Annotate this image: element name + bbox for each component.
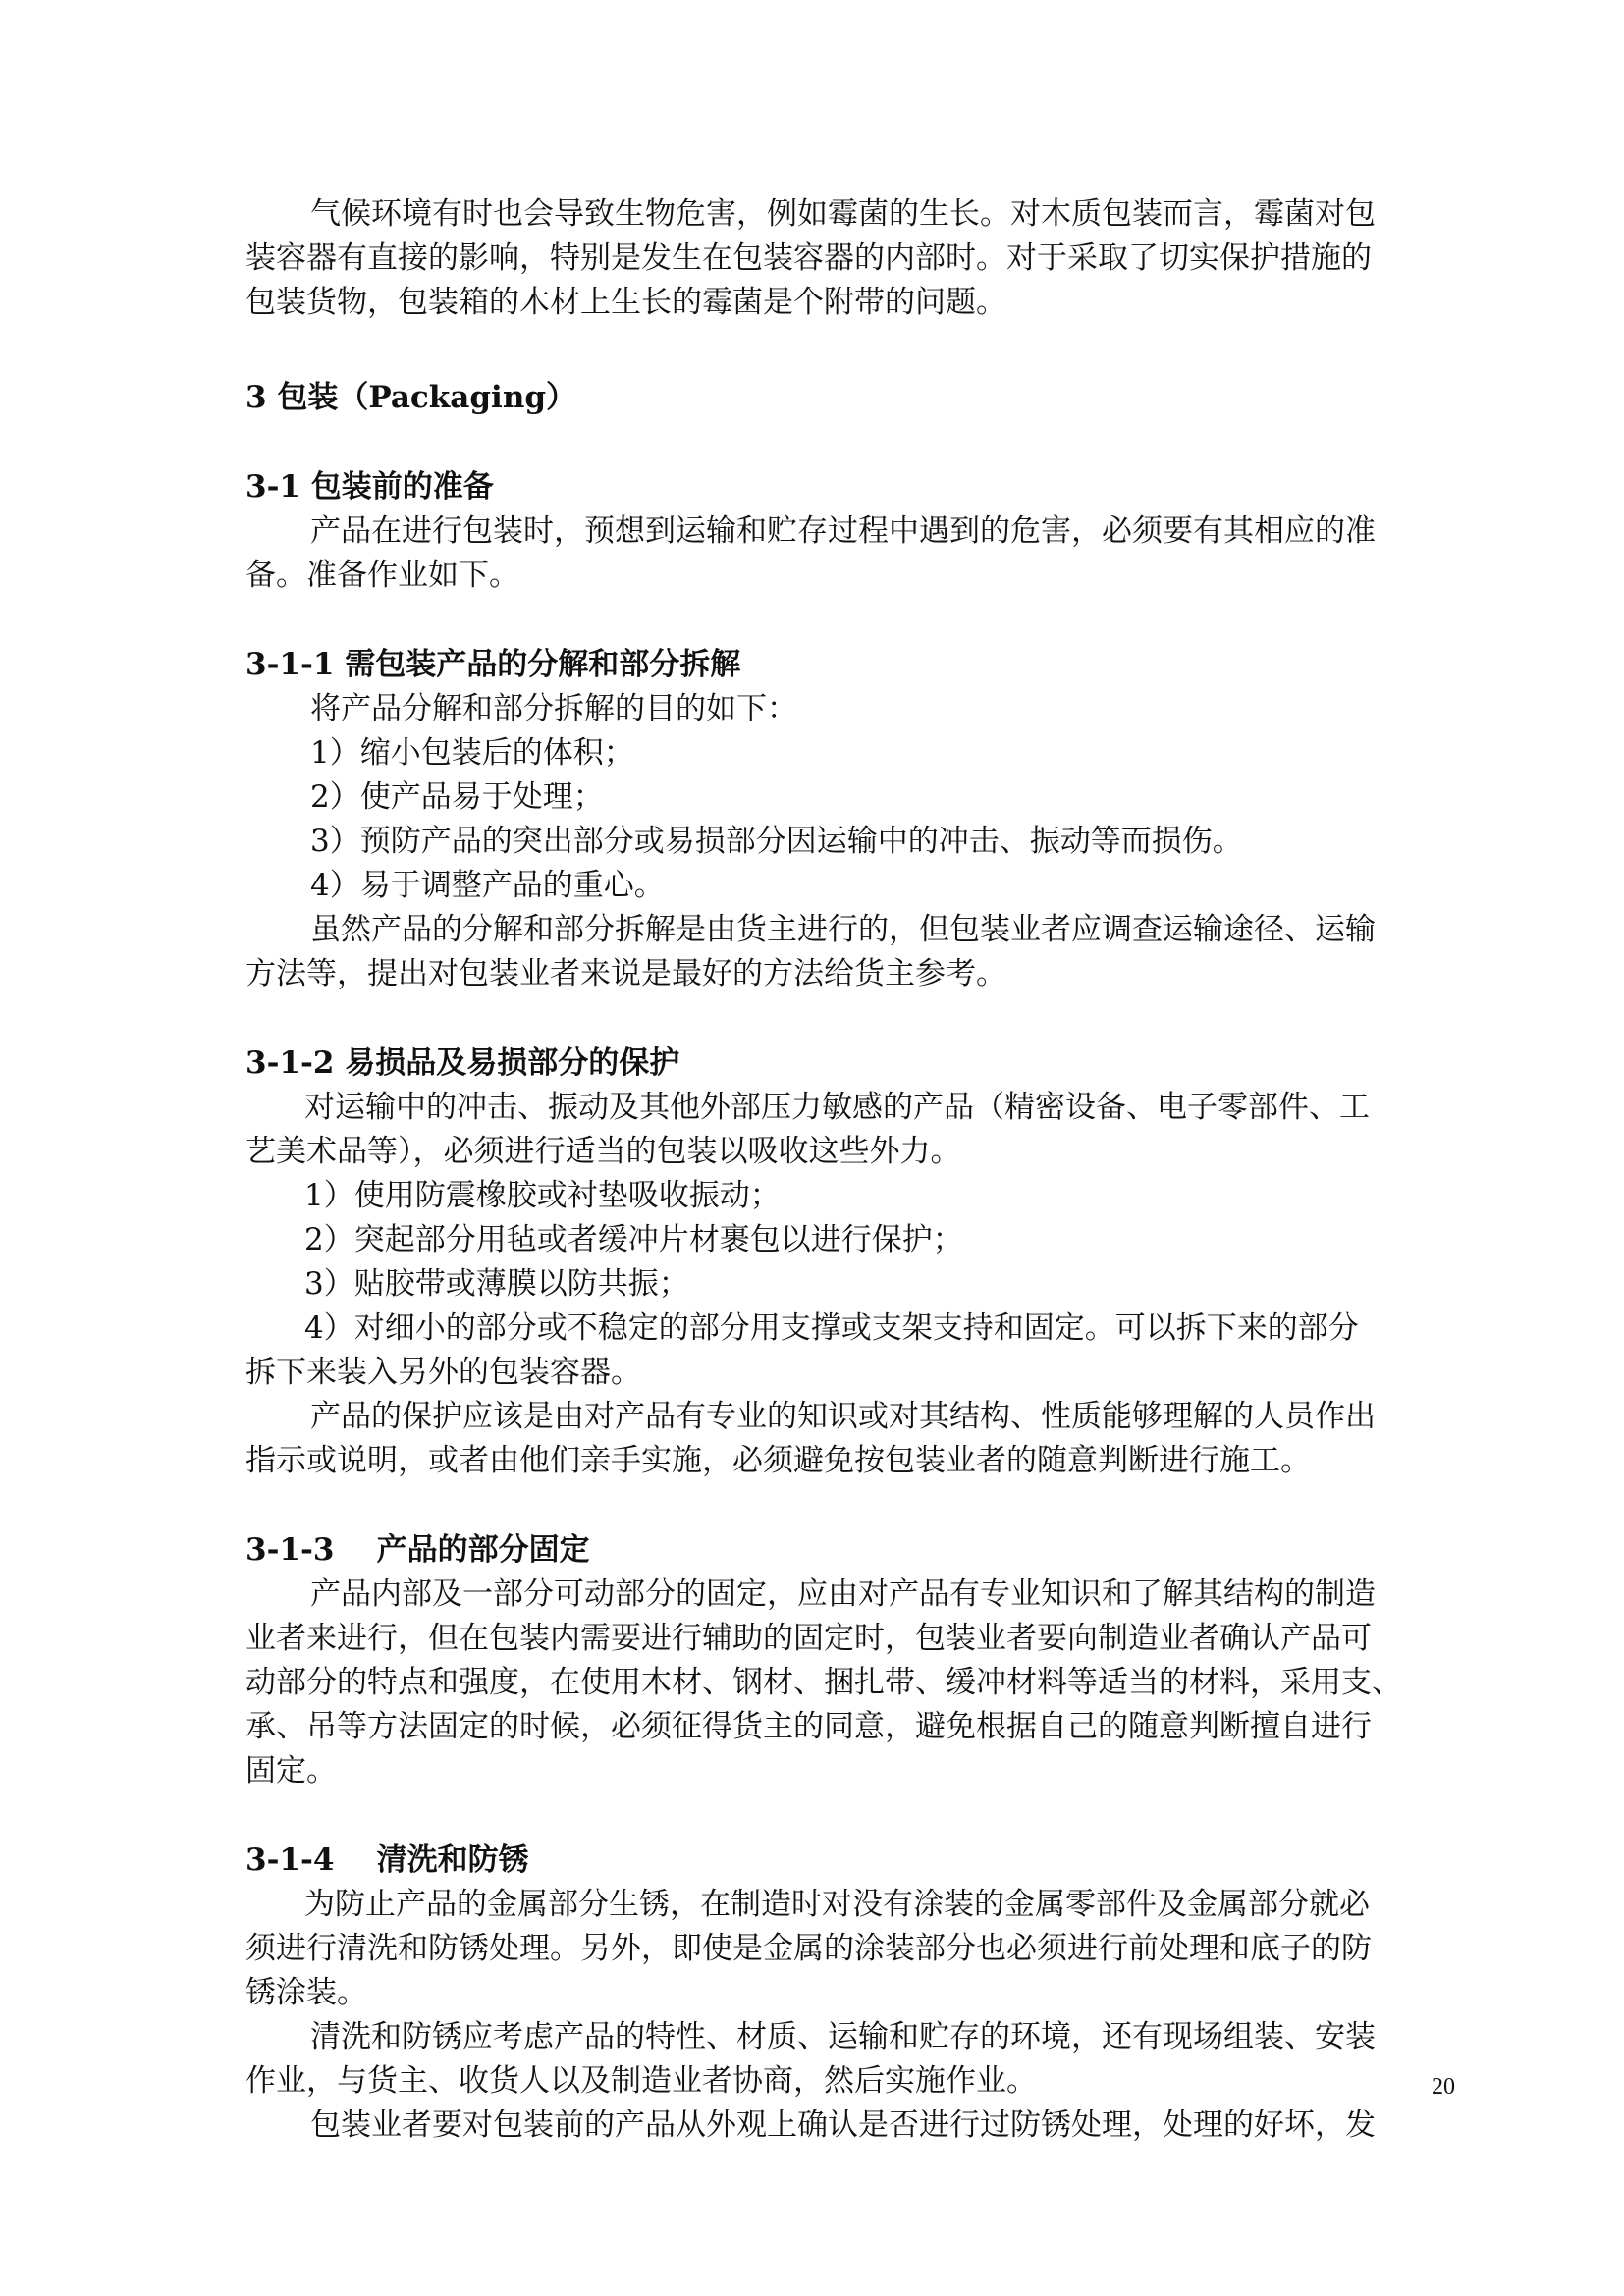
section-heading-3-1: 3-1 包装前的准备 — [245, 469, 494, 505]
section-heading-3-1-4: 3-1-4 清洗和防锈 — [245, 1842, 529, 1878]
section-heading-3-1-1: 3-1-1 需包装产品的分解和部分拆解 — [245, 647, 741, 682]
text-line: 方法等，提出对包装业者来说是最好的方法给货主参考。 — [245, 956, 1006, 991]
text-line: 产品在进行包装时，预想到运输和贮存过程中遇到的危害，必须要有其相应的准 — [310, 513, 1376, 549]
text-line: 为防止产品的金属部分生锈，在制造时对没有涂装的金属零部件及金属部分就必 — [304, 1887, 1370, 1922]
section-3-1-paragraph — [245, 509, 1463, 598]
text-line: 备。准备作业如下。 — [245, 558, 519, 593]
list-item: 2）使产品易于处理； — [310, 779, 604, 815]
text-line: 须进行清洗和防锈处理。另外，即使是金属的涂装部分也必须进行前处理和底子的防 — [245, 1931, 1372, 1966]
section-3-1-1-body — [245, 687, 1463, 996]
section-heading-3: 3 包装（Packaging） — [245, 380, 577, 415]
text-line: 指示或说明，或者由他们亲手实施，必须避免按包装业者的随意判断进行施工。 — [245, 1443, 1311, 1478]
section-heading-3-1-2: 3-1-2 易损品及易损部分的保护 — [245, 1045, 680, 1081]
text-line: 将产品分解和部分拆解的目的如下： — [310, 691, 797, 726]
page-content — [245, 192, 1463, 2148]
intro-paragraph — [245, 192, 1463, 325]
section-3-1-3-body — [245, 1573, 1463, 1793]
text-line: 对运输中的冲击、振动及其他外部压力敏感的产品（精密设备、电子零部件、工 — [304, 1090, 1370, 1125]
list-item: 3）贴胶带或薄膜以防共振； — [304, 1266, 689, 1302]
text-line: 艺美术品等），必须进行适当的包装以吸收这些外力。 — [245, 1134, 961, 1169]
text-line: 气候环境有时也会导致生物危害，例如霉菌的生长。对木质包装而言，霉菌对包 — [310, 196, 1376, 232]
section-heading-3-1-3: 3-1-3 产品的部分固定 — [245, 1532, 590, 1568]
list-item: 1）缩小包装后的体积； — [310, 735, 634, 771]
text-line: 业者来进行，但在包装内需要进行辅助的固定时，包装业者要向制造业者确认产品可 — [245, 1621, 1372, 1656]
text-line: 承、吊等方法固定的时候，必须征得货主的同意，避免根据自己的随意判断擅自进行 — [245, 1709, 1372, 1744]
text-line: 清洗和防锈应考虑产品的特性、材质、运输和贮存的环境，还有现场组装、安装 — [310, 2019, 1376, 2055]
text-line: 产品内部及一部分可动部分的固定，应由对产品有专业知识和了解其结构的制造 — [310, 1576, 1376, 1612]
text-line: 拆下来装入另外的包装容器。 — [245, 1355, 641, 1390]
text-line: 动部分的特点和强度，在使用木材、钢材、捆扎带、缓冲材料等适当的材料，采用支、 — [245, 1665, 1402, 1700]
text-line: 包装货物，包装箱的木材上生长的霉菌是个附带的问题。 — [245, 285, 1006, 320]
section-3-1-2-body — [245, 1086, 1463, 1483]
page-number: 20 — [1432, 2074, 1455, 2100]
text-line: 虽然产品的分解和部分拆解是由货主进行的，但包装业者应调查运输途径、运输 — [310, 912, 1376, 947]
text-line: 固定。 — [245, 1753, 337, 1789]
section-3-1-4-body — [245, 1883, 1463, 2148]
list-item: 4）对细小的部分或不稳定的部分用支撑或支架支持和固定。可以拆下来的部分 — [304, 1310, 1359, 1346]
text-line: 锈涂装。 — [245, 1975, 367, 2010]
list-item: 2）突起部分用毡或者缓冲片材裹包以进行保护； — [304, 1222, 963, 1257]
list-item: 4）易于调整产品的重心。 — [310, 868, 665, 903]
list-item: 3）预防产品的突出部分或易损部分因运输中的冲击、振动等而损伤。 — [310, 824, 1243, 859]
text-line: 产品的保护应该是由对产品有专业的知识或对其结构、性质能够理解的人员作出 — [310, 1399, 1376, 1434]
text-line: 装容器有直接的影响，特别是发生在包装容器的内部时。对于采取了切实保护措施的 — [245, 240, 1372, 276]
text-line: 作业，与货主、收货人以及制造业者协商，然后实施作业。 — [245, 2063, 1037, 2099]
text-line: 包装业者要对包装前的产品从外观上确认是否进行过防锈处理，处理的好坏，发 — [310, 2108, 1376, 2143]
list-item: 1）使用防震橡胶或衬垫吸收振动； — [304, 1178, 781, 1213]
